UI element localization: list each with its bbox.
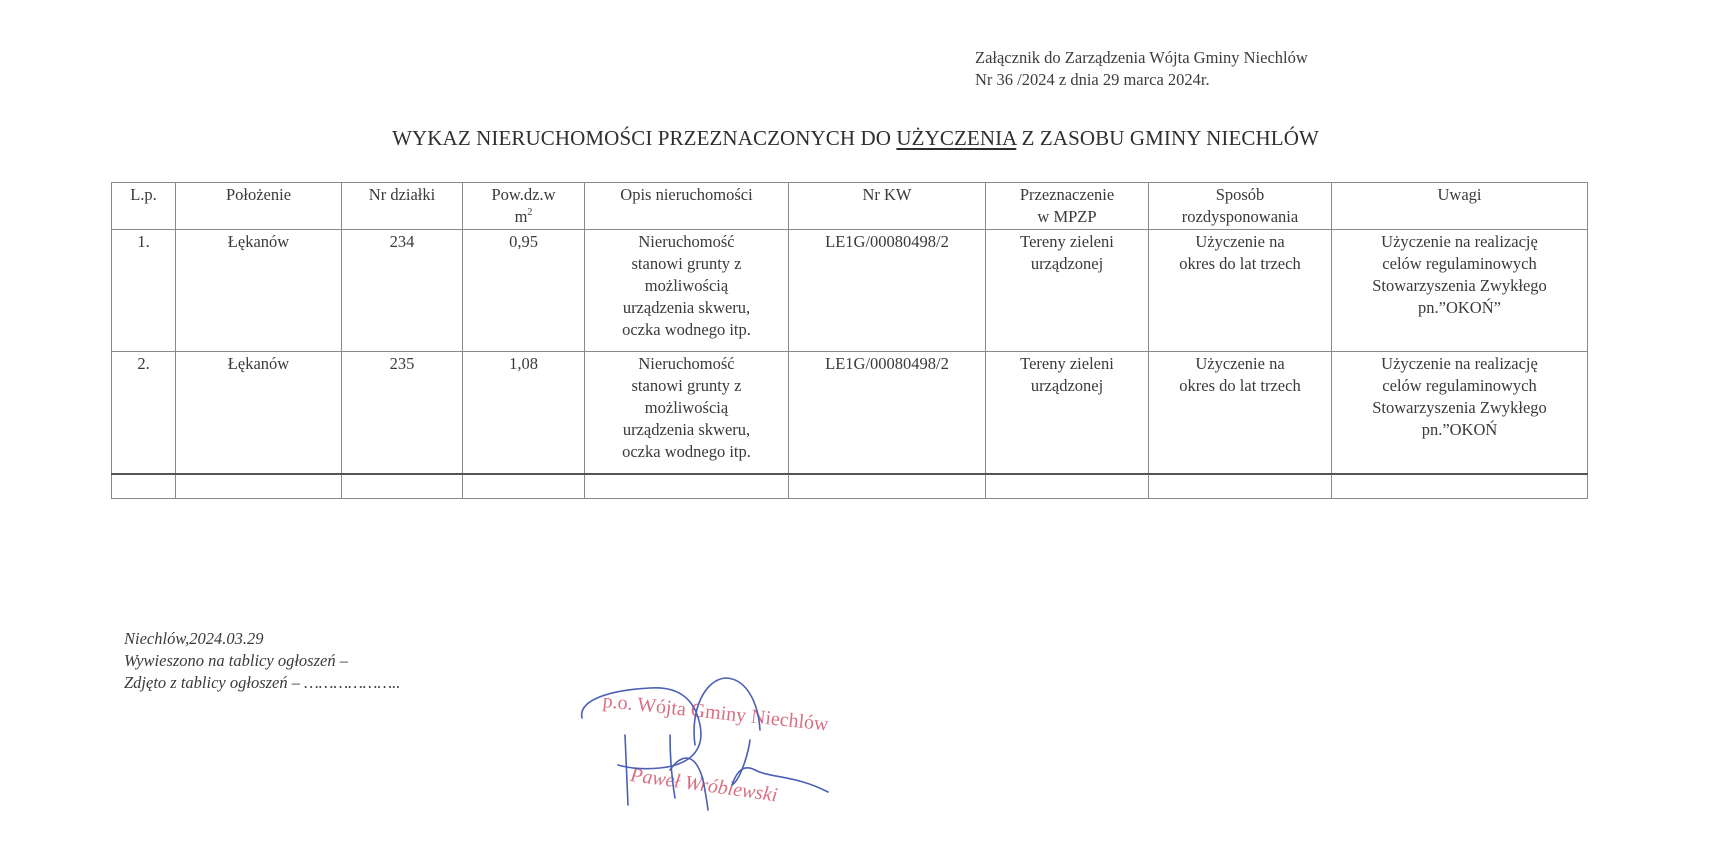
stamp-title: p.o. Wójta Gminy Niechlów xyxy=(601,690,830,736)
col-header-sposob: Sposób rozdysponowania xyxy=(1149,183,1332,230)
col-header-powierzchnia: Pow.dz.w $m^2$ xyxy=(463,183,585,230)
table-row xyxy=(112,230,1588,352)
cell-polozenie: Łękanów xyxy=(176,352,342,475)
cell-nr-kw: LE1G/00080498/2 xyxy=(789,230,986,352)
cell-powierzchnia: 0,95 xyxy=(463,230,585,352)
cell-sposob: Użyczenie na okres do lat trzech xyxy=(1149,352,1332,475)
cell-przeznaczenie: Tereny zieleni urządzonej xyxy=(986,352,1149,475)
col-header-nr-kw: Nr KW xyxy=(789,183,986,230)
cell-nr-kw: LE1G/00080498/2 xyxy=(789,352,986,475)
title-before: WYKAZ NIERUCHOMOŚCI PRZEZNACZONYCH DO xyxy=(392,126,897,150)
cell-nr-dzialki: 234 xyxy=(342,230,463,352)
col-header-przeznaczenie: Przeznaczenie w MPZP xyxy=(986,183,1149,230)
table-header-row xyxy=(112,183,1588,230)
posted-note: Wywieszono na tablicy ogłoszeń – xyxy=(124,651,348,670)
title-underlined: UŻYCZENIA xyxy=(896,126,1017,150)
cell-uwagi: Użyczenie na realizację celów regulaminowych Stowarzyszenia Zwykłego pn.”OKOŃ” xyxy=(1332,230,1588,352)
handwritten-signature-icon xyxy=(570,670,900,840)
title-after: Z ZASOBU GMINY NIECHLÓW xyxy=(1016,126,1319,150)
table-row xyxy=(112,352,1588,475)
cell-polozenie: Łękanów xyxy=(176,230,342,352)
cell-uwagi: Użyczenie na realizację celów regulaminowych Stowarzyszenia Zwykłego pn.”OKOŃ xyxy=(1332,352,1588,475)
document-title xyxy=(0,126,1711,151)
cell-nr-dzialki: 235 xyxy=(342,352,463,475)
col-header-lp: L.p. xyxy=(112,183,176,230)
cell-sposob: Użyczenie na okres do lat trzech xyxy=(1149,230,1332,352)
attachment-note-line1: Załącznik do Zarządzenia Wójta Gminy Niechlów xyxy=(975,48,1308,67)
col-header-uwagi: Uwagi xyxy=(1332,183,1588,230)
col-header-nr-dzialki: Nr działki xyxy=(342,183,463,230)
cell-opis: Nieruchomość stanowi grunty z możliwością urządzenia skweru, oczka wodnego itp. xyxy=(585,352,789,475)
stamp-name: Paweł Wróblewski xyxy=(628,764,779,807)
table-row-empty xyxy=(112,474,1588,499)
attachment-note xyxy=(975,47,1308,91)
cell-lp: 1. xyxy=(112,230,176,352)
cell-opis: Nieruchomość stanowi grunty z możliwością urządzenia skweru, oczka wodnego itp. xyxy=(585,230,789,352)
col-header-opis: Opis nieruchomości xyxy=(585,183,789,230)
cell-powierzchnia: 1,08 xyxy=(463,352,585,475)
posting-footer xyxy=(124,628,400,694)
col-header-polozenie: Położenie xyxy=(176,183,342,230)
attachment-note-line2: Nr 36 /2024 z dnia 29 marca 2024r. xyxy=(975,70,1210,89)
property-table xyxy=(111,182,1588,499)
removed-note: Zdjęto z tablicy ogłoszeń – ……………….. xyxy=(124,673,401,692)
cell-lp: 2. xyxy=(112,352,176,475)
place-date: Niechlów,2024.03.29 xyxy=(124,629,264,648)
cell-przeznaczenie: Tereny zieleni urządzonej xyxy=(986,230,1149,352)
